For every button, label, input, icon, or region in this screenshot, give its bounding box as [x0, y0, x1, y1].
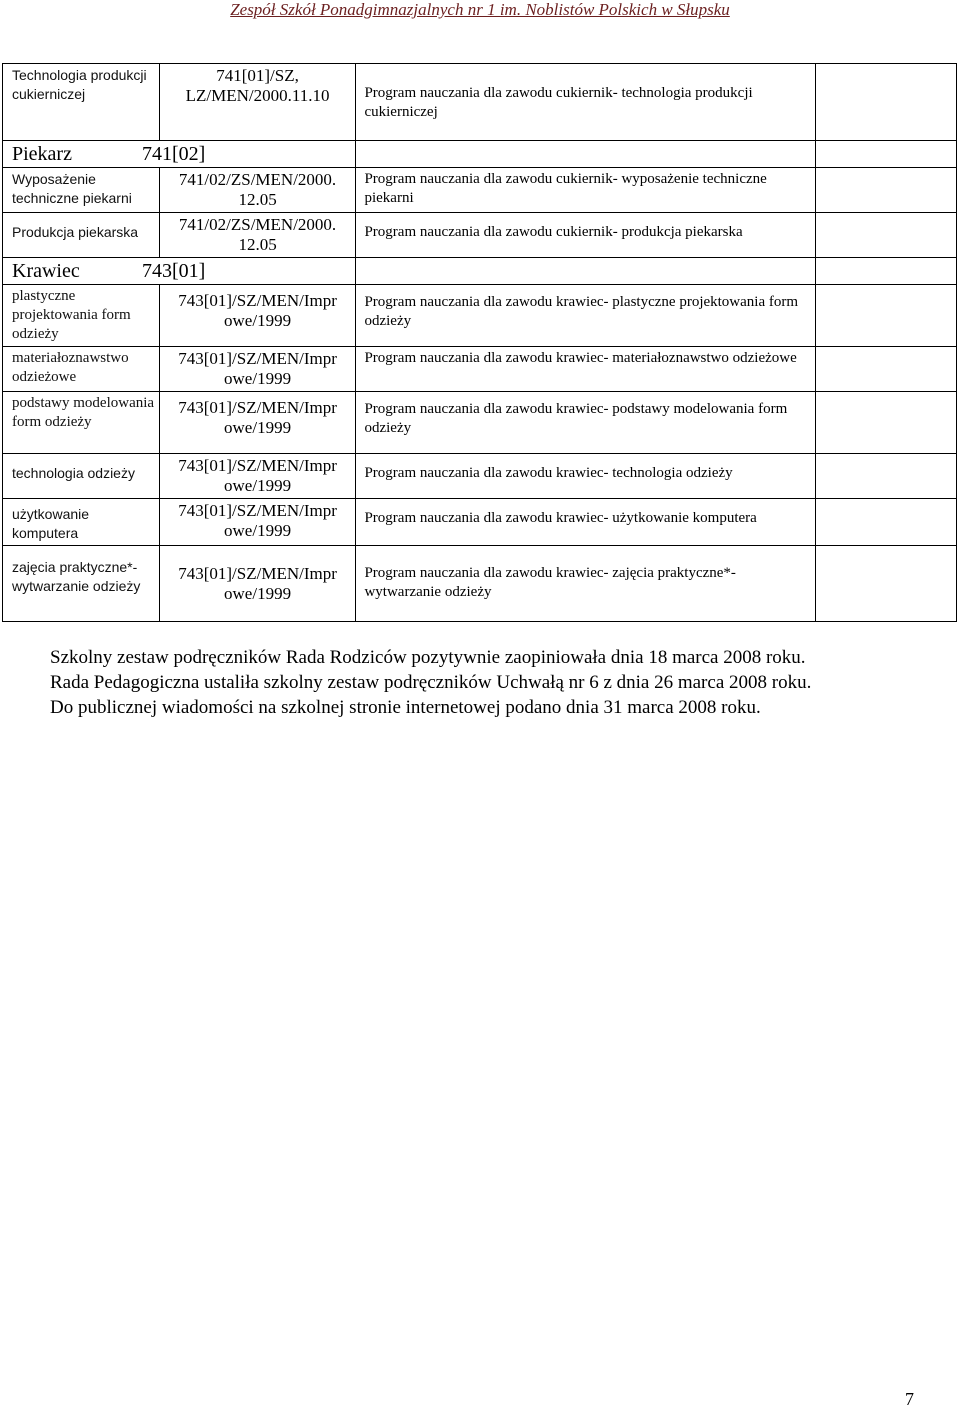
- table-row: [3, 454, 957, 499]
- empty-cell: [816, 141, 957, 168]
- empty-cell: [816, 64, 957, 141]
- table-row: [3, 64, 957, 141]
- program-code-cell: 741/02/ZS/MEN/2000. 12.05: [159, 213, 356, 258]
- program-code-cell: 743[01]/SZ/MEN/Impr owe/1999: [159, 347, 356, 392]
- note-paragraph: Szkolny zestaw podręczników Rada Rodziców pozytywnie zaopiniowała dnia 18 marca 2008 roku.: [50, 647, 806, 668]
- subject-cell: użytkowanie komputera: [3, 499, 160, 546]
- table-row: [3, 347, 957, 392]
- subject-cell: technologia odzieży: [3, 454, 160, 499]
- approval-notes: [18, 645, 898, 720]
- subject-cell: plastyczne projektowania form odzieży: [3, 285, 160, 347]
- page-number: 7: [905, 1389, 914, 1409]
- program-code-cell: 741/02/ZS/MEN/2000. 12.05: [159, 168, 356, 213]
- table-row: [3, 392, 957, 454]
- table-row: [3, 285, 957, 347]
- note-paragraph: Rada Pedagogiczna ustaliła szkolny zestaw podręczników Uchwałą nr 6 z dnia 26 marca 2008 roku.: [50, 672, 812, 693]
- section-heading: [3, 141, 356, 168]
- program-description-cell: Program nauczania dla zawodu krawiec- plastyczne projektowania form odzieży: [356, 285, 816, 347]
- program-code-cell: 741[01]/SZ, LZ/MEN/2000.11.10: [159, 64, 356, 141]
- program-code-cell: 743[01]/SZ/MEN/Impr owe/1999: [159, 499, 356, 546]
- curriculum-table: [2, 63, 957, 622]
- note-paragraph: Do publicznej wiadomości na szkolnej stronie internetowej podano dnia 31 marca 2008 roku.: [50, 697, 761, 718]
- program-description-cell: Program nauczania dla zawodu cukiernik- technologia produkcji cukierniczej: [356, 64, 816, 141]
- subject-cell: zajęcia praktyczne*- wytwarzanie odzieży: [3, 546, 160, 622]
- program-description-cell: Program nauczania dla zawodu cukiernik- wyposażenie techniczne piekarni: [356, 168, 816, 213]
- program-description-cell: Program nauczania dla zawodu krawiec- zajęcia praktyczne*- wytwarzanie odzieży: [356, 546, 816, 622]
- program-description-cell: Program nauczania dla zawodu krawiec- podstawy modelowania form odzieży: [356, 392, 816, 454]
- table-row: [3, 499, 957, 546]
- section-name: Piekarz: [12, 143, 72, 165]
- empty-cell: [356, 141, 816, 168]
- program-description-cell: Program nauczania dla zawodu cukiernik- produkcja piekarska: [356, 213, 816, 258]
- empty-cell: [816, 392, 957, 454]
- empty-cell: [816, 168, 957, 213]
- subject-cell: podstawy modelowania form odzieży: [3, 392, 160, 454]
- program-description-cell: Program nauczania dla zawodu krawiec- użytkowanie komputera: [356, 499, 816, 546]
- empty-cell: [816, 213, 957, 258]
- section-name: Krawiec: [12, 260, 80, 282]
- empty-cell: [816, 499, 957, 546]
- subject-cell: Wyposażenie techniczne piekarni: [3, 168, 160, 213]
- program-code-cell: 743[01]/SZ/MEN/Impr owe/1999: [159, 392, 356, 454]
- subject-cell: materiałoznawstwo odzieżowe: [3, 347, 160, 392]
- table-row: [3, 546, 957, 622]
- empty-cell: [816, 546, 957, 622]
- section-row: [3, 141, 957, 168]
- program-code-cell: 743[01]/SZ/MEN/Impr owe/1999: [159, 454, 356, 499]
- subject-cell: Technologia produkcji cukierniczej: [3, 64, 160, 141]
- empty-cell: [816, 285, 957, 347]
- subject-cell: Produkcja piekarska: [3, 213, 160, 258]
- program-description-cell: Program nauczania dla zawodu krawiec- technologia odzieży: [356, 454, 816, 499]
- table-row: [3, 213, 957, 258]
- program-code-cell: 743[01]/SZ/MEN/Impr owe/1999: [159, 546, 356, 622]
- section-number: 741[02]: [142, 143, 206, 165]
- empty-cell: [356, 258, 816, 285]
- empty-cell: [816, 347, 957, 392]
- program-description-cell: Program nauczania dla zawodu krawiec- materiałoznawstwo odzieżowe: [356, 347, 816, 392]
- program-code-cell: 743[01]/SZ/MEN/Impr owe/1999: [159, 285, 356, 347]
- empty-cell: [816, 454, 957, 499]
- table-row: [3, 168, 957, 213]
- section-number: 743[01]: [142, 260, 206, 282]
- empty-cell: [816, 258, 957, 285]
- section-heading: [3, 258, 356, 285]
- section-row: [3, 258, 957, 285]
- page-header-title: Zespół Szkół Ponadgimnazjalnych nr 1 im. Noblistów Polskich w Słupsku: [230, 0, 730, 19]
